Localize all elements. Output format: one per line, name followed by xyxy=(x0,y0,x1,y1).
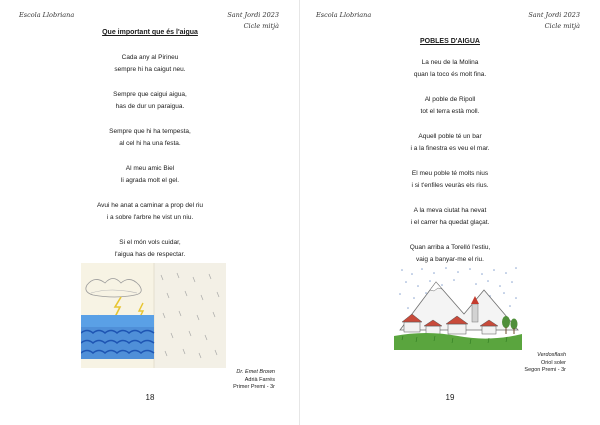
stanza xyxy=(40,200,260,224)
poem-line: i a sobre l'arbre he vist un niu. xyxy=(106,214,194,221)
header-school: Escola Llobriana xyxy=(316,11,372,19)
stanza xyxy=(40,89,260,113)
poem-line: i el carrer ha quedat glaçat. xyxy=(410,219,490,226)
page-number: 19 xyxy=(445,393,455,402)
author-pseudonym: Verdosflash xyxy=(537,352,566,358)
poem-line: Al meu amic Biel xyxy=(125,165,175,172)
poem-body xyxy=(40,52,260,274)
child-drawing-village xyxy=(394,264,522,350)
header-event-title: Sant Jordi 2023 xyxy=(227,11,279,19)
poem-line: Quan arriba a Torelló l'estiu, xyxy=(409,244,491,251)
stanza xyxy=(40,163,260,187)
header-event-cycle: Cicle mitjà xyxy=(243,22,279,30)
stanza xyxy=(40,126,260,150)
stanza xyxy=(40,52,260,76)
poem-title: Que important que és l'aigua xyxy=(102,29,198,36)
header-event-cycle: Cicle mitjà xyxy=(544,22,580,30)
author-name: Oriol soler xyxy=(540,359,566,366)
poem-line: i a la finestra es veu el mar. xyxy=(410,145,490,152)
child-drawing-storm xyxy=(81,263,226,368)
stanza xyxy=(340,131,560,155)
prize-label: Primer Premi - 3r xyxy=(233,384,275,390)
poem-line: quan la toco és molt fina. xyxy=(413,71,487,78)
poem-line: La neu de la Molina xyxy=(421,59,479,66)
poem-body xyxy=(340,57,560,279)
poem-line: li agrada molt el gel. xyxy=(120,177,180,184)
poem-line: al cel hi ha una festa. xyxy=(119,140,181,147)
stanza xyxy=(40,237,260,261)
poem-line: Al poble de Ripoll xyxy=(424,96,476,103)
poem-line: Sempre que caigui aigua, xyxy=(113,91,187,98)
poem-line: El meu poble té molts nius xyxy=(411,170,489,177)
poem-line: Sempre que hi ha tempesta, xyxy=(109,128,191,135)
page-right xyxy=(300,0,600,425)
credits xyxy=(233,369,275,392)
poem-line: sempre hi ha caigut neu. xyxy=(114,66,186,73)
poem-line: i si t'enfiles veuràs els rius. xyxy=(411,182,489,189)
poem-line: A la meva ciutat ha nevat xyxy=(413,207,487,214)
poem-line: tot el terra està moll. xyxy=(420,108,480,115)
stanza xyxy=(340,205,560,229)
poem-line: Si el món vols cuidar, xyxy=(119,239,181,246)
credits xyxy=(524,352,566,375)
header-event xyxy=(528,10,580,32)
poem-line: Aquell poble té un bar xyxy=(418,133,482,140)
poem-line: Avui he anat a caminar a prop del riu xyxy=(96,202,204,209)
stanza xyxy=(340,94,560,118)
header-school: Escola Llobriana xyxy=(19,11,75,19)
poem-line: l'aigua has de respectar. xyxy=(114,251,186,258)
header-event-title: Sant Jordi 2023 xyxy=(528,11,580,19)
poem-line: Cada any al Pirineu xyxy=(121,54,179,61)
prize-label: Segon Premi - 3r xyxy=(524,367,566,373)
poem-title: POBLES D'AIGUA xyxy=(419,38,480,45)
poem-line: has de dur un paraigua. xyxy=(115,103,185,110)
stanza xyxy=(340,168,560,192)
stanza xyxy=(340,242,560,266)
page-number: 18 xyxy=(145,393,155,402)
poem-line: vaig a banyar-me el riu. xyxy=(416,256,484,263)
author-name: Adrià Farrés xyxy=(244,376,275,383)
stanza xyxy=(340,57,560,81)
author-pseudonym: Dr. Emet Brown xyxy=(236,369,275,375)
